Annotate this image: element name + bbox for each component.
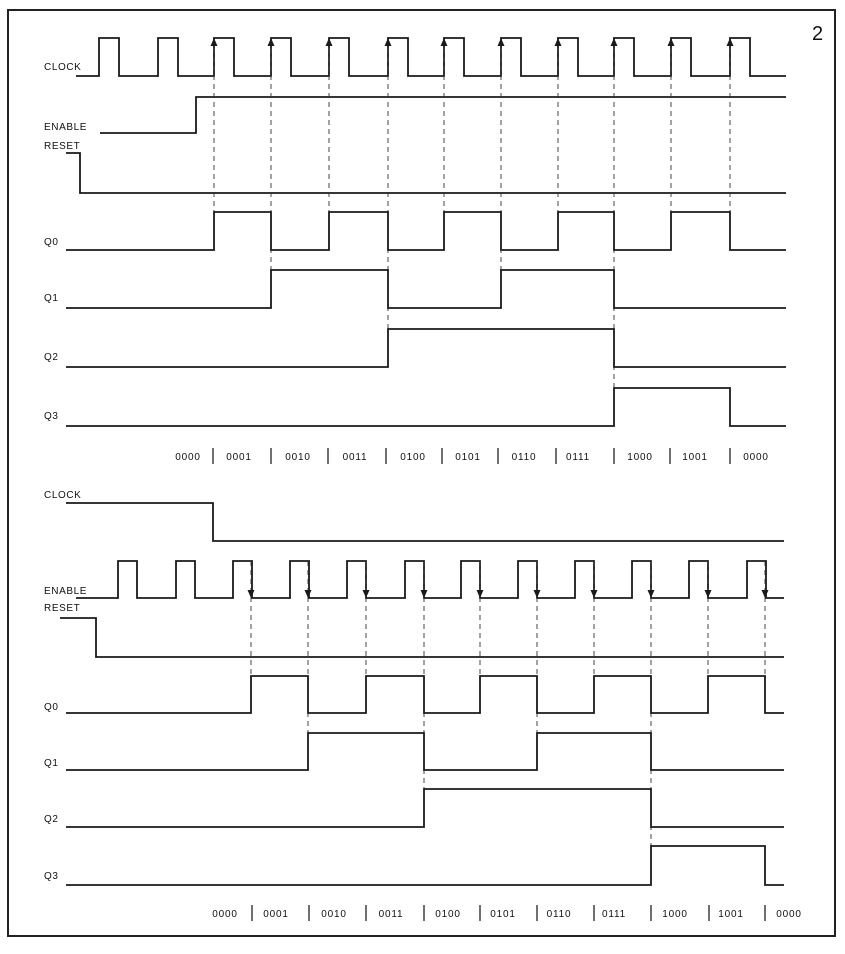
bottom-enable-edge-arrow-2 <box>363 590 370 598</box>
bottom-q1-wave <box>66 733 784 770</box>
top-clock-edge-arrow-9 <box>727 38 734 46</box>
top-clock-label: CLOCK <box>44 62 82 73</box>
bottom-enable-edge-arrow-9 <box>762 590 769 598</box>
top-clock-edge-arrow-4 <box>441 38 448 46</box>
top-count-1: 0001 <box>226 452 252 463</box>
bottom-count-sequence <box>212 905 801 921</box>
top-clock-edge-arrow-7 <box>611 38 618 46</box>
top-clock-edge-arrow-8 <box>668 38 675 46</box>
top-count-sequence <box>175 448 768 464</box>
bottom-q3-wave <box>66 846 784 885</box>
top-count-4: 0100 <box>400 452 426 463</box>
bottom-reset-wave <box>60 618 784 657</box>
top-count-6: 0110 <box>511 452 537 463</box>
bottom-count-7: 0111 <box>602 909 626 920</box>
top-enable-wave <box>100 97 786 133</box>
top-clock-edge-arrow-1 <box>268 38 275 46</box>
top-q0-wave <box>66 212 786 250</box>
bottom-count-2: 0010 <box>321 909 347 920</box>
bottom-reset-label: RESET <box>44 603 81 614</box>
top-clock-edge-arrow-6 <box>555 38 562 46</box>
top-q0-label: Q0 <box>44 237 59 248</box>
bottom-enable-edge-arrow-4 <box>477 590 484 598</box>
bottom-clock-wave <box>66 503 784 541</box>
bottom-enable-edge-arrow-8 <box>705 590 712 598</box>
bottom-enable-edge-arrow-1 <box>305 590 312 598</box>
bottom-q2-wave <box>66 789 784 827</box>
top-clock-edge-arrow-0 <box>211 38 218 46</box>
bottom-count-4: 0100 <box>435 909 461 920</box>
top-count-5: 0101 <box>455 452 481 463</box>
bottom-count-3: 0011 <box>378 909 404 920</box>
top-q3-label: Q3 <box>44 411 59 422</box>
bottom-enable-edge-arrow-6 <box>591 590 598 598</box>
bottom-diagram <box>44 490 802 921</box>
bottom-q1-label: Q1 <box>44 758 59 769</box>
top-reset-label: RESET <box>44 141 81 152</box>
top-count-7: 0111 <box>566 452 590 463</box>
bottom-q3-label: Q3 <box>44 871 59 882</box>
bottom-count-10: 0000 <box>776 909 802 920</box>
top-q1-wave <box>66 270 786 308</box>
top-count-9: 1001 <box>682 452 708 463</box>
bottom-clock-label: CLOCK <box>44 490 82 501</box>
top-count-8: 1000 <box>627 452 653 463</box>
bottom-count-9: 1001 <box>718 909 744 920</box>
bottom-enable-wave <box>76 561 784 598</box>
bottom-count-8: 1000 <box>662 909 688 920</box>
top-reset-wave <box>66 153 786 193</box>
bottom-count-6: 0110 <box>546 909 572 920</box>
top-count-10: 0000 <box>743 452 769 463</box>
top-q2-label: Q2 <box>44 352 59 363</box>
bottom-enable-label: ENABLE <box>44 586 88 597</box>
bottom-enable-edge-arrow-7 <box>648 590 655 598</box>
bottom-waveforms <box>60 503 784 885</box>
bottom-q0-wave <box>66 676 784 713</box>
top-q2-wave <box>66 329 786 367</box>
top-clock-edge-arrow-5 <box>498 38 505 46</box>
top-count-3: 0011 <box>342 452 368 463</box>
bottom-count-5: 0101 <box>490 909 516 920</box>
bottom-count-1: 0001 <box>263 909 289 920</box>
figure-frame <box>8 10 835 936</box>
figure-number: 2 <box>812 23 824 45</box>
top-count-2: 0010 <box>285 452 311 463</box>
top-enable-label: ENABLE <box>44 122 88 133</box>
bottom-enable-edge-arrow-0 <box>248 590 255 598</box>
bottom-q0-label: Q0 <box>44 702 59 713</box>
bottom-count-0: 0000 <box>212 909 238 920</box>
bottom-enable-edge-arrow-3 <box>421 590 428 598</box>
bottom-enable-edge-arrow-5 <box>534 590 541 598</box>
top-clock-edge-arrow-3 <box>385 38 392 46</box>
top-clock-edge-arrow-2 <box>326 38 333 46</box>
top-q1-label: Q1 <box>44 293 59 304</box>
top-count-0: 0000 <box>175 452 201 463</box>
top-diagram <box>44 38 786 464</box>
top-q3-wave <box>66 388 786 426</box>
top-waveforms <box>66 38 786 426</box>
top-clock-wave <box>76 38 786 76</box>
bottom-q2-label: Q2 <box>44 814 59 825</box>
